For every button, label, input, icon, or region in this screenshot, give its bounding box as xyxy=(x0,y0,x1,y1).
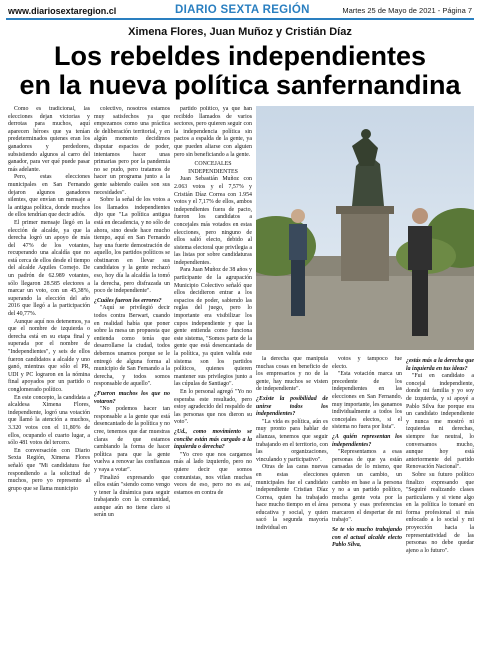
interview-question: ¿estás más a la derecha que la izquierda en tus ideas? xyxy=(406,358,474,372)
photo-placeholder-illustration xyxy=(256,106,474,350)
paragraph: Juan Sebastián Muñoz con 2.063 votos y el 7,57% y Cristián Díaz Correa con 1.954 votos y el 7,17% de ellos, ambos independientes fuera de pacto, fueron los candidatos a concejales más votados en estas elecciones, pero ninguno de ellos salió electo, debido al sistema electoral que privilegia a las listas por sobre candidaturas independientes. xyxy=(174,176,252,266)
paragraph: "Fui en candidato a concejal independiente, donde mi familia y yo soy de izquierda, y si apoyé a Pablo Silva fue porque era un candidato independiente y nunca me mostró ni izquierdas ni derechas, siempre fue neutral, lo conversamos mucho, aunque hoy está anteriormente del partido Renovación Nacional". xyxy=(406,373,474,471)
paragraph: En este concepto, la candidata a alcaldesa Ximena Flores, independiente, logró una votación que llamó la atención a muchos, 3.320 votos con el 11,80% de ellos, ocupando el cuarto lugar, a sólo 481 votos del tercero. xyxy=(8,394,90,447)
headline-line-2: en la nueva política sanfernandina xyxy=(19,70,461,100)
paragraph: En conversación con Diario Sexta Región, Ximena Flores señaló que "Mi candidatura fue respondiendo a la solicitud de muchos, pero yo represento al grupo que se llama municipio xyxy=(8,447,90,492)
interview-question: ¿Existe la posibilidad de unirse todos los independientes? xyxy=(256,395,328,418)
paragraph: votos y tampoco fue electo. xyxy=(332,356,402,370)
headline xyxy=(0,42,480,100)
paragraph: "Esta votación marca un precedente de los independientes en las elecciones en San Fernando, muy importante, les ganamos individualmente a todos los concejales electos, si el sistema no fuera por lista". xyxy=(332,371,402,431)
article-photo xyxy=(256,106,474,350)
paragraph: Sobre la señal de los votos a los llamados independientes dijo que "La política antigua está en decadencia, y no sólo de ahora, sino desde hace mucho tiempo, aquí en San Fernando hay una fuerte demostración de aquello, los partidos políticos se obstinaron en llevar sus candidatos y la gente rechazó eso, hoy día la alcaldía la tomó la derecha, pero disfrazada un poco de independiente". xyxy=(94,197,170,295)
paragraph: Sobre su futuro político finalizo expresando que "Seguiré realizando clases particulares y si viene algo en la política lo tomaré en forma profesional si más enfocado a lo social y mi proyección hacia la representatividad de las personas no debe quedar ajeno a lo futuro". xyxy=(406,471,474,554)
paragraph: Para Juan Muñoz de 38 años y participante de la agrupación Municipio Colectivo señaló que ellos decidieron entrar a los espacios de poder, sabiendo las reglas del juego, pero lo importante era visibilizar los cupos independiente y que la gente entienda como funciona este sistema, "Somos parte de la gente que está desencantada de la política, ya quien valida este sistema son los partidos políticos, quienes quieren mantener sus privilegios junto a las cúpulas de Santiago". xyxy=(174,267,252,388)
paragraph: Finalizó expresando que ellos están "siendo como vengo y tener la dinámica para seguir trabajando con la comunidad, aunque aún no tiene claro si serán un xyxy=(94,474,170,519)
article-column-1 xyxy=(8,106,90,662)
paragraph: En lo personal agregó "Yo no esperaba este resultado, pero estoy agradecido del respaldo de las personas que nos dieron su voto". xyxy=(174,388,252,426)
article-column-4 xyxy=(256,356,328,662)
paragraph: la derecha que manipula muchas cosas en beneficio de los empresarios y no de la gente, hay muchos se visten de independiente". xyxy=(256,356,328,393)
paragraph: Pero, estas elecciones municipales en San Fernando dejaron algunos ganadores silentes, que envían un mensaje a la antigua política, donde muchos de ellos tendrían que decir adiós. xyxy=(8,174,90,219)
publication-name: DIARIO SEXTA REGIÓN xyxy=(175,4,310,16)
paragraph: Como es tradicional, las elecciones dejan victorias y derrotas para muchos, aquí aparecen héroes que ya tenían predeterminados quienes eran los ganadores y perdedores, subsistiendo algunos al carro del ganador, para ver qué puede pasar más adelante. xyxy=(8,106,90,173)
interview-question: ¿A quién representan los independientes? xyxy=(332,433,402,448)
paragraph: "Aquí se privilegió decir todos contra Berwart, cuando en realidad había que poner sobre la mesa un propuesta que entienda como tenía que desarrollarse la ciudad, todos debemos unamos porque se le entregó de alguna forma al municipio de San Fernando a la derecha, y todos somos responsable de aquello". xyxy=(94,305,170,388)
interview-question: ¿Ud., como movimiento se concibe están más cargado a la izquierda o derecha? xyxy=(174,428,252,451)
header-rule xyxy=(6,18,474,20)
paragraph: "La vida es política, aún es muy pronto para hablar de alianzas, tenemos que seguir trabajando en el territorio, con las organizaciones, vinculando y participativo". xyxy=(256,418,328,463)
date-page-line: Martes 25 de Mayo de 2021 - Página 7 xyxy=(342,6,472,15)
paragraph: colectivo, nosotros estamos muy satisfechos ya que empezamos como una práctica de deliberación territorial, y en algún momento decidimos disputar espacios de poder, intentamos hacer unas primarias pero por la pandemia no se pudo, pero tratamos de hacer un programa junto a la gente sabiendo cuáles son sus necesidades". xyxy=(94,106,170,196)
paragraph: "No podemos hacer tan responsable a la gente que está desencantado de la política y no cree, tenemos que dar muestras claras de que estamos cambiando la forma de hacer política para que la gente vuelva a renovar las confianzas y vaya a votar". xyxy=(94,406,170,473)
paragraph: "Representamos a esas personas de que ya están cansadas de lo mismo, que quieren un cambio, un cambio en base a la persona y no a un partido político, mucha gente vota por la persona y esas preferencias marcaron el despertar de mi trabajo". xyxy=(332,449,402,524)
interview-question: ¿Cuáles fueron los errores? xyxy=(94,297,162,304)
article-column-5 xyxy=(332,356,402,662)
article-column-3 xyxy=(174,106,252,662)
paragraph: "Yo creo que nos cargamos más al lado izquierdo, pero no quiere decir que somos comunistas, nos vitlan muchas veces de eso, pero no es así, estamos en contra de xyxy=(174,451,252,496)
paragraph: Aunque aquí nos detenemos, ya que el nombre de izquierda o derecha está en su etapa final y superada por el nombre de "Independientes", y seis de ellos fueron candidatos a alcalde y uno ganó, mientras que sólo el PR, UDI y PC lograron en la nómina final apoyados por un partido o conglomerado político. xyxy=(8,318,90,393)
headline-line-1: Los rebeldes independientes xyxy=(53,41,427,71)
paragraph: Otras de las caras nuevas en estas elecciones municipales fue el candidato independiente Cristian Díaz Correa, quien ha trabajado hace mucho tiempo en el área educativa y social, y quien sacó la segunda mayoría individual en xyxy=(256,464,328,532)
article-column-6 xyxy=(406,356,474,662)
interview-question: ¿Fueron muchos los que no votaron? xyxy=(94,390,170,405)
section-heading: CONCEJALES INDEPENDIENTES xyxy=(188,161,238,175)
article-column-2 xyxy=(94,106,170,662)
byline: Ximena Flores, Juan Muñoz y Cristián Díaz xyxy=(128,26,352,38)
paragraph: partido político, ya que han recibido llamados de varios sectores, pero quieren seguir con la independencia política sin pactos a espalda de la gente, ya que pueden aliarse con alguien pero sin beneficiando a la gente. xyxy=(174,106,252,158)
paragraph: El primer mensaje llegó en la elección de alcalde, ya que la derecha logró un apoyo de más del 47% de los votantes, recuperando una alcaldía que no está cerca de ellos desde el tiempo del alcalde Aquiles Cornejo. De un padrón de 62.989 votantes, sólo llegaron 28.585 electores a marcar un voto, con un 45,38%, superando la elección del año 2016 que llegó a la participación del 40,77%. xyxy=(8,219,90,318)
interview-question: Se te vio mucho trabajando con el actual alcalde electo Pablo Silva, xyxy=(332,527,402,549)
site-url[interactable]: www.diariosextaregion.cl xyxy=(8,6,117,16)
